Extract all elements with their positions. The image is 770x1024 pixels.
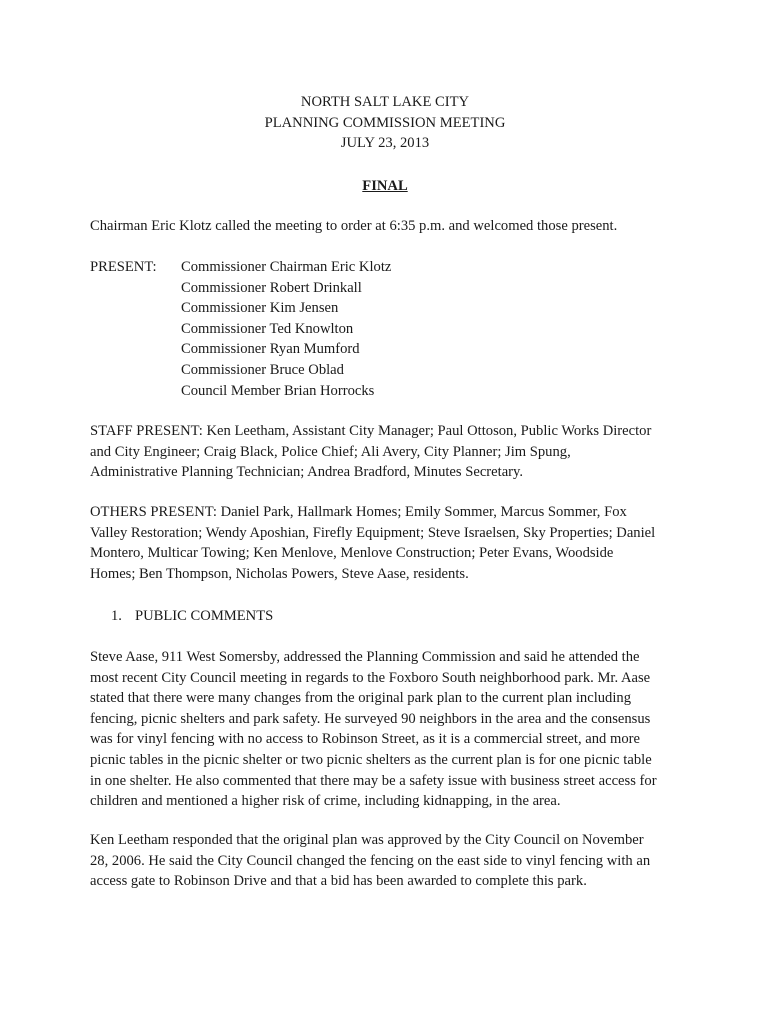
agenda-item-title: PUBLIC COMMENTS: [135, 608, 274, 624]
text-line: OTHERS PRESENT: Daniel Park, Hallmark Homes; Emily Sommer, Marcus Sommer, Fox: [90, 504, 627, 520]
present-list: [181, 257, 391, 401]
present-member: Commissioner Bruce Oblad: [181, 361, 344, 378]
text-line: stated that there were many changes from the original park plan to the current plan including: [90, 690, 631, 707]
others-present-paragraph: [90, 502, 690, 584]
present-member: Commissioner Kim Jensen: [181, 300, 339, 317]
text-line: children and mentioned a higher risk of crime, including kidnapping, in the area.: [90, 793, 561, 810]
meeting-date: JULY 23, 2013: [340, 135, 430, 151]
text-line: access gate to Robinson Drive and that a bid has been awarded to complete this park.: [90, 873, 587, 890]
present-member: Commissioner Robert Drinkall: [181, 279, 362, 296]
text-line: fencing, picnic shelters and park safety. He surveyed 90 neighbors in the area and the consensus: [90, 710, 651, 727]
text-line: Valley Restoration; Wendy Aposhian, Firefly Equipment; Steve Israelsen, Sky Properties; Daniel: [90, 524, 656, 541]
opening-paragraph: Chairman Eric Klotz called the meeting to order at 6:35 p.m. and welcomed those present.: [90, 218, 618, 234]
meeting-title: PLANNING COMMISSION MEETING: [264, 114, 506, 131]
text-line: picnic tables in the picnic shelter or two picnic shelters as the current plan is for one picnic table: [90, 751, 652, 768]
text-line: Montero, Multicar Towing; Ken Menlove, Menlove Construction; Peter Evans, Woodside: [90, 545, 614, 562]
staff-present-paragraph: [90, 421, 690, 483]
leetham-response-paragraph: [90, 830, 690, 892]
text-line: and City Engineer; Craig Black, Police Chief; Ali Avery, City Planner; Jim Spung,: [90, 443, 571, 460]
agenda-item-number: 1.: [111, 608, 122, 624]
present-label: PRESENT:: [90, 259, 157, 275]
text-line: most recent City Council meeting in regards to the Foxboro South neighborhood park. Mr. Aase: [90, 669, 651, 686]
text-line: in one shelter. He also commented that there may be a safety issue with business street access for: [90, 772, 657, 789]
text-line: Administrative Planning Technician; Andrea Bradford, Minutes Secretary.: [90, 464, 524, 481]
agenda-item-public-comments: [111, 606, 273, 627]
text-line: Ken Leetham responded that the original plan was approved by the City Council on November: [90, 832, 644, 848]
text-line: was for vinyl fencing with no access to Robinson Street, as it is a commercial street, and more: [90, 731, 640, 748]
present-member: Commissioner Ted Knowlton: [181, 320, 354, 337]
document-status: FINAL: [362, 178, 408, 194]
present-member: Commissioner Chairman Eric Klotz: [181, 259, 392, 275]
document-header: [0, 92, 770, 154]
aase-comment-paragraph: [90, 647, 690, 812]
city-name: NORTH SALT LAKE CITY: [300, 94, 470, 110]
text-line: Homes; Ben Thompson, Nicholas Powers, Steve Aase, residents.: [90, 565, 469, 582]
present-member: Council Member Brian Horrocks: [181, 382, 375, 399]
text-line: 28, 2006. He said the City Council changed the fencing on the east side to vinyl fencing with an: [90, 852, 651, 869]
present-member: Commissioner Ryan Mumford: [181, 341, 360, 358]
text-line: STAFF PRESENT: Ken Leetham, Assistant City Manager; Paul Ottoson, Public Works Director: [90, 423, 652, 439]
text-line: Steve Aase, 911 West Somersby, addressed the Planning Commission and said he attended the: [90, 649, 640, 665]
